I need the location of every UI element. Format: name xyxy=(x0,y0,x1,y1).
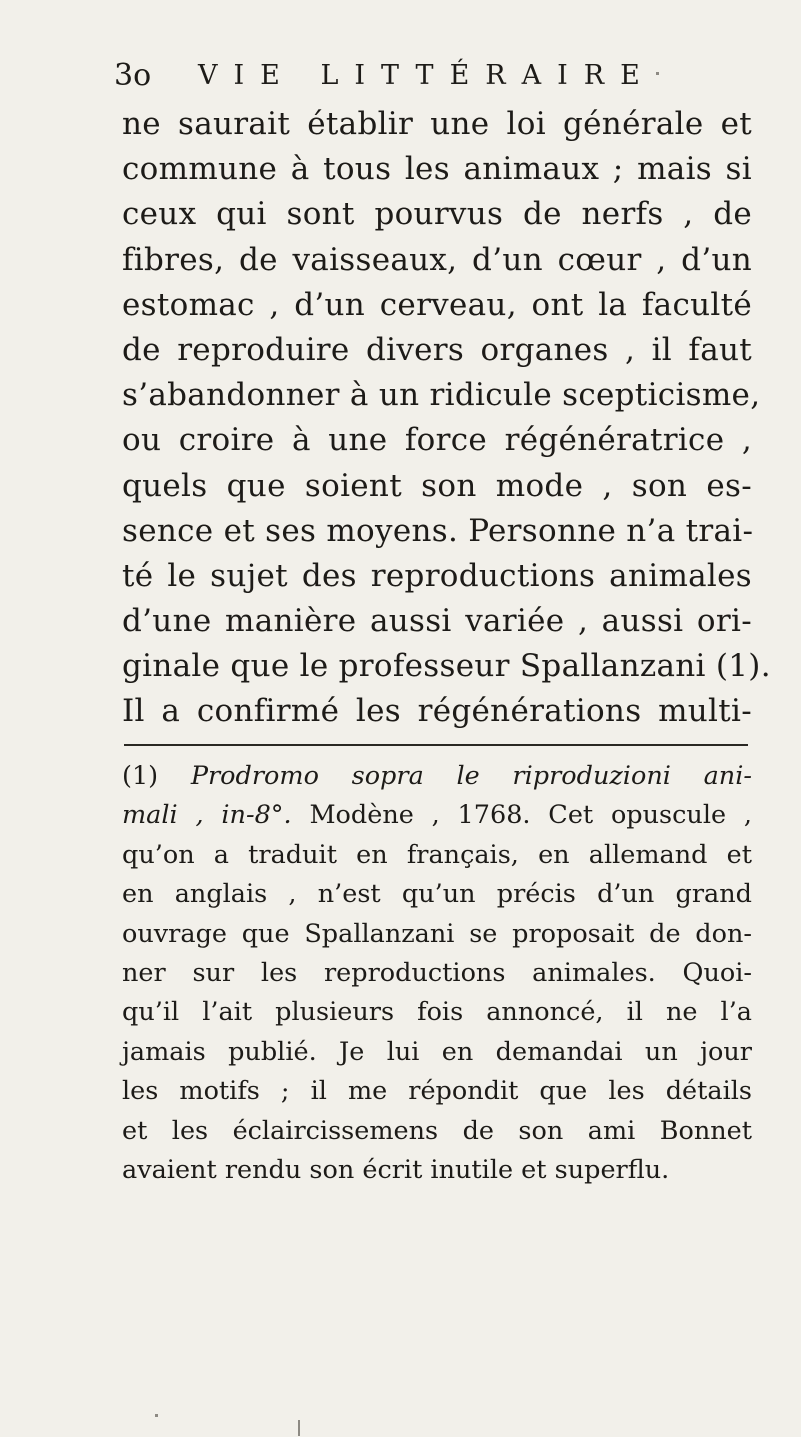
text-line: estomac , d’un cerveau, ont la faculté xyxy=(122,286,752,323)
main-text xyxy=(122,102,771,735)
footnote-line: ouvrage que Spallanzani se proposait de don- xyxy=(122,918,752,949)
text-line: commune à tous les animaux ; mais si xyxy=(122,151,752,188)
footnote xyxy=(122,757,752,1190)
footnote-line: et les éclaircissemens de son ami Bonnet xyxy=(122,1115,752,1146)
paper-speck xyxy=(298,1420,300,1436)
text-line: Il a confirmé les régénérations multi- xyxy=(122,693,752,730)
footnote-line: qu’il l’ait plusieurs fois annoncé, il ne l’a xyxy=(122,997,752,1028)
footnote-line xyxy=(122,757,752,796)
text-line: ginale que le professeur Spallanzani (1). xyxy=(122,648,771,685)
text-line: s’abandonner à un ridicule scepticisme, xyxy=(122,377,761,414)
footnote-line: les motifs ; il me répondit que les détails xyxy=(122,1076,752,1107)
footnote-rule xyxy=(124,744,748,746)
footnote-citation-format: mali , in-8°. xyxy=(122,800,292,831)
page-header xyxy=(114,54,754,98)
footnote-line: ner sur les reproductions animales. Quoi- xyxy=(122,957,752,988)
paper-speck xyxy=(155,1414,158,1417)
text-line: quels que soient son mode , son es- xyxy=(122,467,752,504)
paper-speck xyxy=(656,72,659,75)
footnote-citation-place: Modène , 1768. Cet opuscule , xyxy=(291,800,752,831)
text-line: té le sujet des reproductions animales xyxy=(122,557,752,594)
text-line: sence et ses moyens. Personne n’a trai- xyxy=(122,512,754,549)
text-line: ou croire à une force régénératrice , xyxy=(122,422,752,459)
footnote-line: en anglais , n’est qu’un précis d’un grand xyxy=(122,879,752,910)
text-line: ne saurait établir une loi générale et xyxy=(122,106,752,142)
footnote-line: qu’on a traduit en français, en allemand et xyxy=(122,839,752,870)
footnote-citation-title: Prodromo sopra le riproduzioni ani- xyxy=(190,761,752,791)
footnote-line xyxy=(122,796,752,835)
text-line: d’une manière aussi variée , aussi ori- xyxy=(122,603,752,640)
running-title: VIE LITTÉRAIRE xyxy=(198,60,656,91)
footnote-line: jamais publié. Je lui en demandai un jour xyxy=(122,1036,752,1067)
footnote-marker: (1) xyxy=(122,761,159,791)
text-line: ceux qui sont pourvus de nerfs , de xyxy=(122,196,752,233)
text-line: fibres, de vaisseaux, d’un cœur , d’un xyxy=(122,241,752,278)
footnote-line: avaient rendu son écrit inutile et superflu. xyxy=(122,1154,670,1185)
text-line: de reproduire divers organes , il faut xyxy=(122,331,752,368)
page-number: 3o xyxy=(114,58,152,93)
